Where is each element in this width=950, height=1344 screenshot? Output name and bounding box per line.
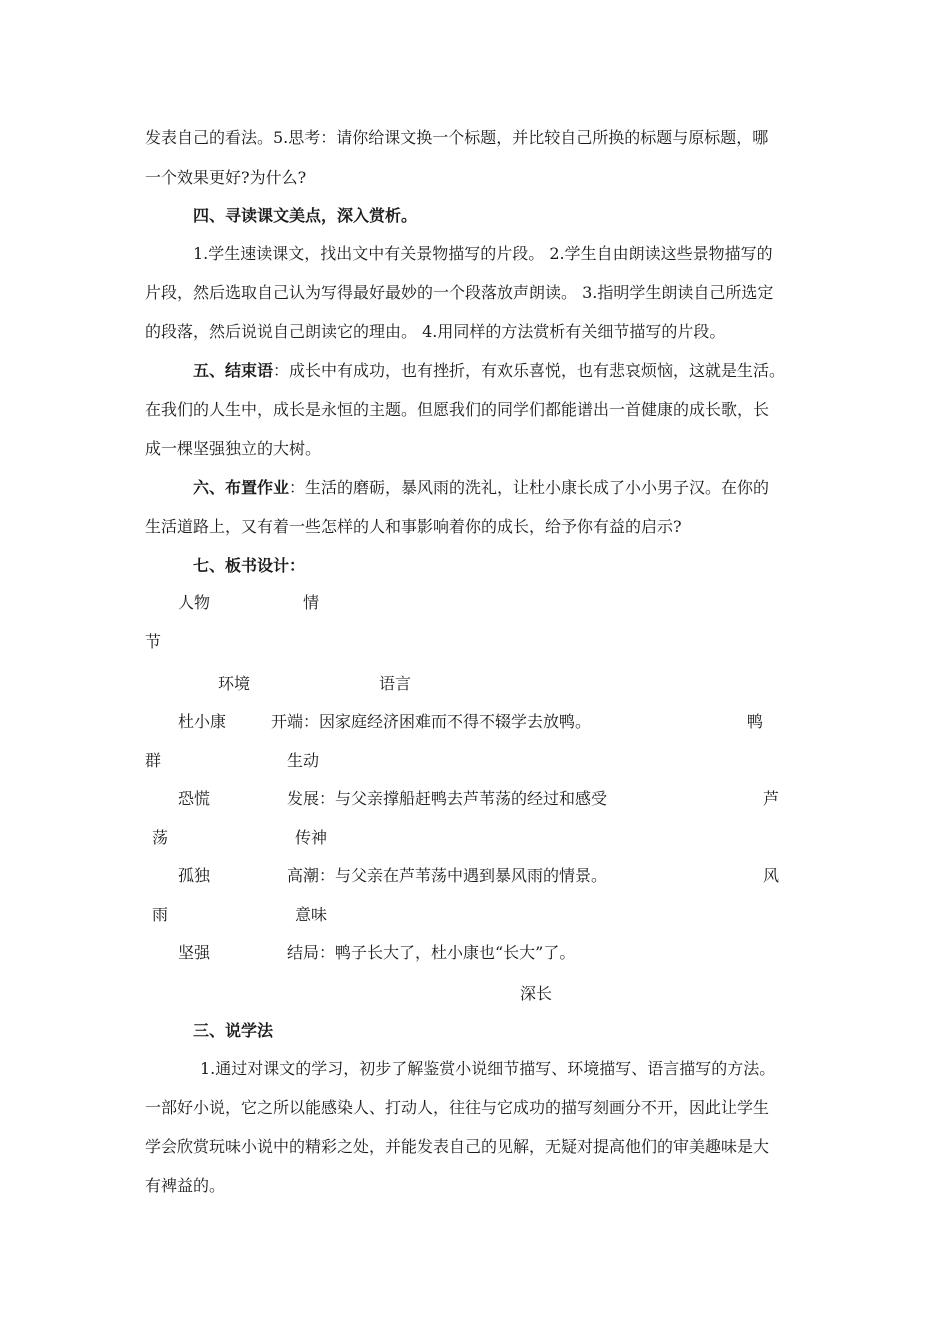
board-item: 深长 <box>520 984 553 1003</box>
board-item: 意味 <box>295 905 328 924</box>
board-item: 杜小康 <box>178 712 227 731</box>
text-line: 有裨益的。 <box>145 1176 226 1195</box>
board-item: 荡 <box>152 828 169 847</box>
board-item: 人物 <box>178 593 211 612</box>
section-5-text: ：成长中有成功，也有挫折，有欢乐喜悦，也有悲哀烦恼，这就是生活。 <box>273 361 786 380</box>
board-item: 生动 <box>287 751 320 770</box>
board-item: 芦 <box>763 789 780 808</box>
board-item: 雨 <box>152 905 169 924</box>
section-heading-5: 五、结束语 <box>193 361 274 380</box>
text-line: 1.学生速读课文，找出文中有关景物描写的片段。 2.学生自由朗读这些景物描写的 <box>193 244 773 263</box>
board-item: 情 <box>303 593 320 612</box>
board-item: 群 <box>145 751 162 770</box>
board-item: 语言 <box>379 674 412 693</box>
board-item: 开端：因家庭经济困难而不得不辍学去放鸭。 <box>271 712 592 731</box>
text-line: 成一棵坚强独立的大树。 <box>145 439 322 458</box>
text-line: 学会欣赏玩味小说中的精彩之处，并能发表自己的见解，无疑对提高他们的审美趣味是大 <box>145 1137 770 1156</box>
board-item: 节 <box>145 632 162 651</box>
section-heading-3: 三、说学法 <box>193 1021 274 1040</box>
board-item: 传神 <box>295 828 328 847</box>
board-item: 环境 <box>218 674 251 693</box>
board-item: 结局：鸭子长大了，杜小康也“长大”了。 <box>287 943 576 962</box>
section-6-text: ：生活的磨砺，暴风雨的洗礼，让杜小康长成了小小男子汉。在你的 <box>289 478 770 497</box>
text-line: 片段，然后选取自己认为写得最好最妙的一个段落放声朗读。 3.指明学生朗读自己所选定 <box>145 283 774 302</box>
text-line: 一个效果更好?为什么? <box>145 168 307 187</box>
board-item: 鸭 <box>747 712 764 731</box>
text-line: 生活道路上，又有着一些怎样的人和事影响着你的成长，给予你有益的启示? <box>145 517 682 536</box>
text-line: 发表自己的看法。5.思考：请你给课文换一个标题，并比较自己所换的标题与原标题，哪 <box>145 128 769 147</box>
text-line: 在我们的人生中，成长是永恒的主题。但愿我们的同学们都能谱出一首健康的成长歌，长 <box>145 400 770 419</box>
board-item: 发展：与父亲撑船赶鸭去芦苇荡的经过和感受 <box>287 789 608 808</box>
board-item: 孤独 <box>178 866 211 885</box>
section-5-line <box>193 361 785 381</box>
section-heading-7: 七、板书设计： <box>193 556 306 575</box>
board-item: 恐慌 <box>178 789 211 808</box>
section-heading-6: 六、布置作业 <box>193 478 290 497</box>
section-heading-4: 四、寻读课文美点，深入赏析。 <box>193 206 418 225</box>
text-line: 一部好小说，它之所以能感染人、打动人，往往与它成功的描写刻画分不开，因此让学生 <box>145 1098 770 1117</box>
text-line: 的段落，然后说说自己朗读它的理由。 4.用同样的方法赏析有关细节描写的片段。 <box>145 322 726 341</box>
text-line: 1.通过对课文的学习，初步了解鉴赏小说细节描写、环境描写、语言描写的方法。 <box>200 1059 776 1078</box>
board-item: 坚强 <box>178 943 211 962</box>
board-item: 风 <box>763 866 780 885</box>
section-6-line <box>193 478 769 498</box>
board-item: 高潮：与父亲在芦苇荡中遇到暴风雨的情景。 <box>287 866 608 885</box>
